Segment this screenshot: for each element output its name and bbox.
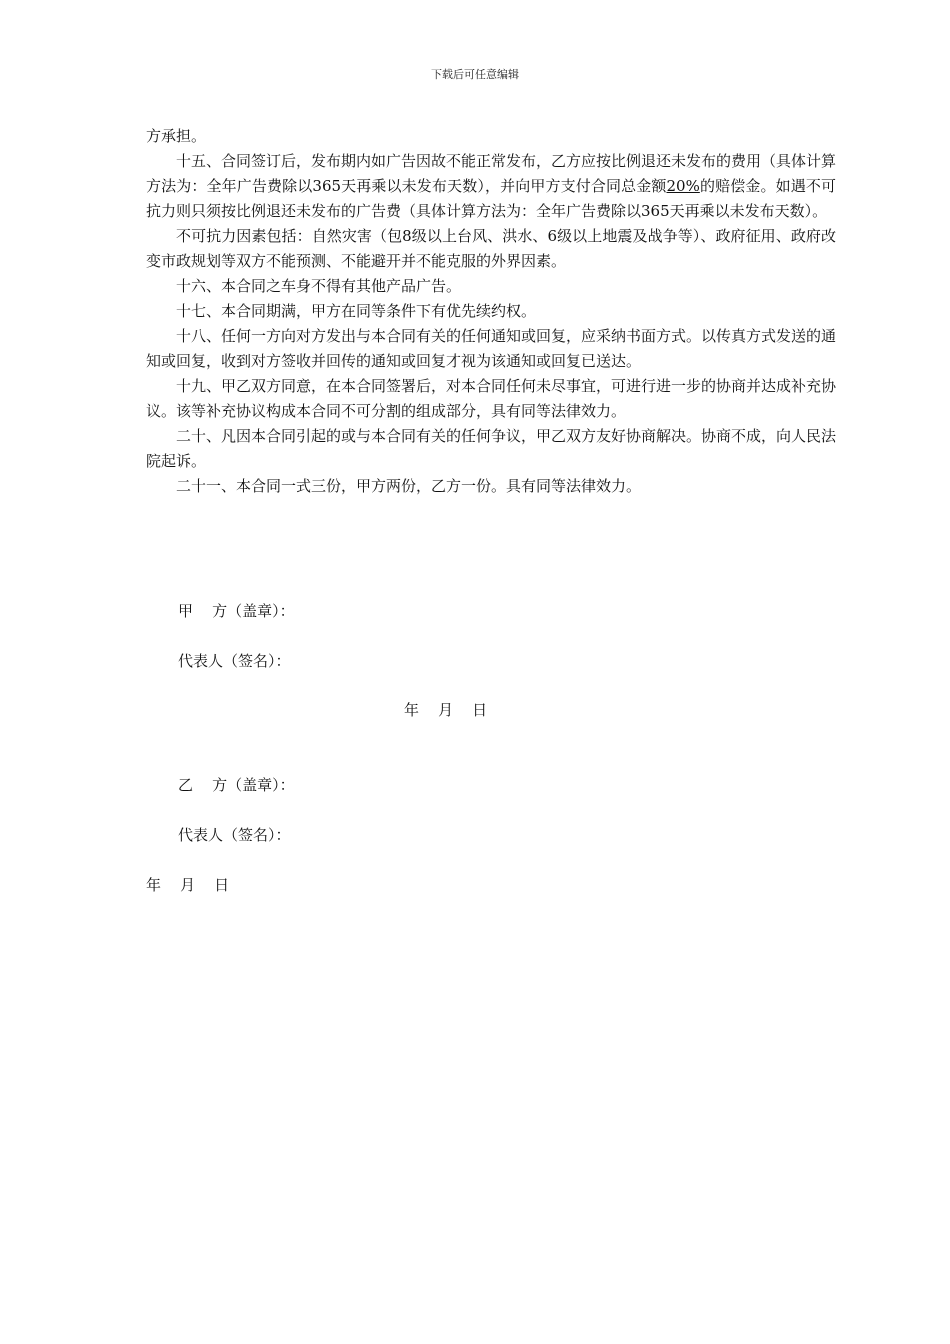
clause-21: 二十一、本合同一式三份，甲方两份，乙方一份。具有同等法律效力。: [176, 477, 642, 495]
party-a-representative-label: 代表人（签名）：: [178, 652, 291, 670]
clause-15-part-b: 的赔偿金。如遇不可抗力则只须按比例退还未发布的广告费（具体计算方法为：全年广告费除以365天再乘以未发布天数）。: [146, 177, 836, 220]
clause-20: 二十、凡因本合同引起的或与本合同有关的任何争议，甲乙双方友好协商解决。协商不成，向人民法院起诉。: [146, 427, 837, 470]
clause-15-percentage: 20%: [666, 177, 700, 195]
paragraph-carryover: 方承担。: [146, 127, 207, 145]
clause-16: 十六、本合同之车身不得有其他产品广告。: [176, 277, 462, 295]
force-majeure-paragraph: 不可抗力因素包括：自然灾害（包8级以上台风、洪水、6级以上地震及战争等）、政府征用、政府改变市政规划等双方不能预测、不能避开并不能克服的外界因素。: [146, 227, 836, 270]
clause-19: 十九、甲乙双方同意，在本合同签署后，对本合同任何未尽事宜，可进行进一步的协商并达成补充协议。该等补充协议构成本合同不可分割的组成部分，具有同等法律效力。: [146, 377, 837, 420]
clause-15-part-a: 十五、合同签订后，发布期内如广告因故不能正常发布，乙方应按比例退还未发布的费用（具体计算方法为：全年广告费除以365天再乘以未发布天数），并向甲方支付合同总金额: [146, 152, 837, 195]
page-header: 下载后可任意编辑: [431, 68, 519, 81]
clause-18: 十八、任何一方向对方发出与本合同有关的任何通知或回复，应采纳书面方式。以传真方式发送的通知或回复，收到对方签收并回传的通知或回复才视为该通知或回复已送达。: [146, 327, 837, 370]
clause-15: [146, 149, 836, 224]
party-b-representative-label: 代表人（签名）：: [178, 826, 291, 844]
contract-body: [146, 124, 836, 499]
party-b-seal-label: 乙 方（盖章）：: [178, 776, 295, 794]
clause-17: 十七、本合同期满，甲方在同等条件下有优先续约权。: [176, 302, 537, 320]
party-a-seal-label: 甲 方（盖章）：: [178, 602, 295, 620]
party-b-date: 年 月 日: [146, 876, 230, 894]
party-a-date: 年 月 日: [404, 701, 488, 719]
